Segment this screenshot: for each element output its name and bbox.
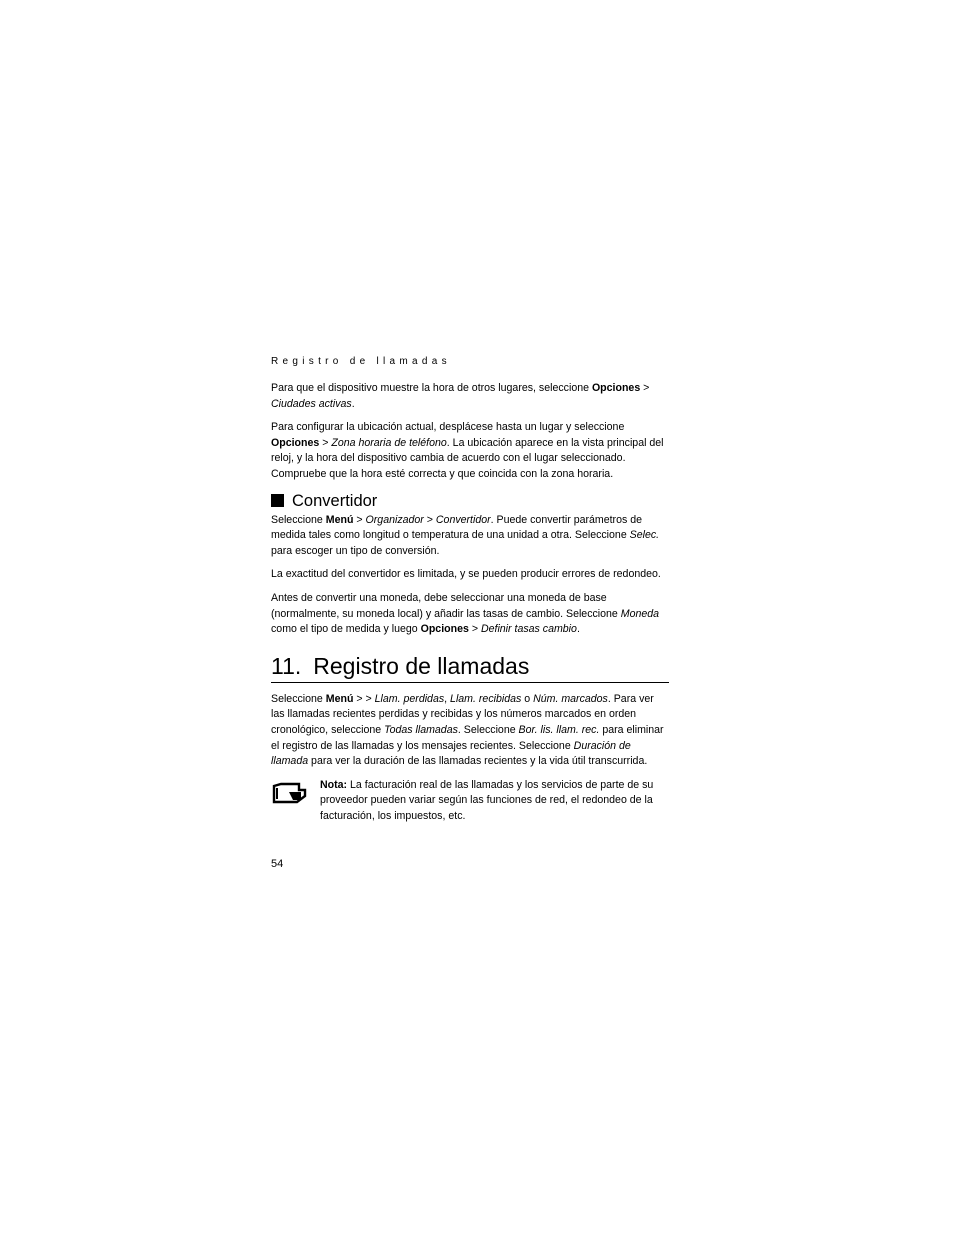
chapter-number: 11. [271,652,302,679]
body-text [271,381,669,824]
section-heading-convertidor [271,491,669,511]
section-title: Convertidor [292,491,378,510]
converter-paragraph-2: La exactitud del convertidor es limitada, y se pueden producir errores de redondeo. [271,568,661,581]
clock-paragraph-2: Para configurar la ubicación actual, desplácese hasta un lugar y seleccione Opciones > Zona horaria de teléfono. La ubicación aparece en la vista principal del reloj, y la hora del dispositivo cambia de acuerdo con el lugar seleccionado. Compruebe que la hora esté correcta y que coincida con la zona horaria. [271,421,664,480]
running-head: Registro de llamadas [271,356,451,367]
note-text: Nota: La facturación real de las llamadas y los servicios de parte de su proveedor pueden variar según las funciones de red, el redondeo de la facturación, los impuestos, etc. [320,778,654,822]
chapter-heading [271,652,669,683]
page-number: 54 [271,858,284,870]
note-block [271,778,669,825]
note-hand-icon [271,778,309,806]
converter-paragraph-1: Seleccione Menú > Organizador > Convertidor. Puede convertir parámetros de medida tales como longitud o temperatura de una unidad a otra. Seleccione Selec. para escoger un tipo de conversión. [271,513,660,557]
chapter-paragraph-1: Seleccione Menú > > Llam. perdidas, Llam. recibidas o Núm. marcados. Para ver las llamadas recientes perdidas y recibidas y los números marcados en orden cronológico, seleccione Todas llamadas. Seleccione Bor. lis. llam. rec. para eliminar el registro de las llamadas y los mensajes recientes. Seleccione Duración de llamada para ver la duración de las llamadas recientes y la vida útil transcurrida. [271,692,664,768]
chapter-title: Registro de llamadas [313,652,530,679]
converter-paragraph-3: Antes de convertir una moneda, debe seleccionar una moneda de base (normalmente, su moneda local) y añadir las tasas de cambio. Seleccione Moneda como el tipo de medida y luego Opciones > Definir tasas cambio. [271,591,660,636]
clock-paragraph-1: Para que el dispositivo muestre la hora de otros lugares, seleccione Opciones > Ciudades activas. [271,382,650,410]
square-bullet-icon [271,494,284,507]
